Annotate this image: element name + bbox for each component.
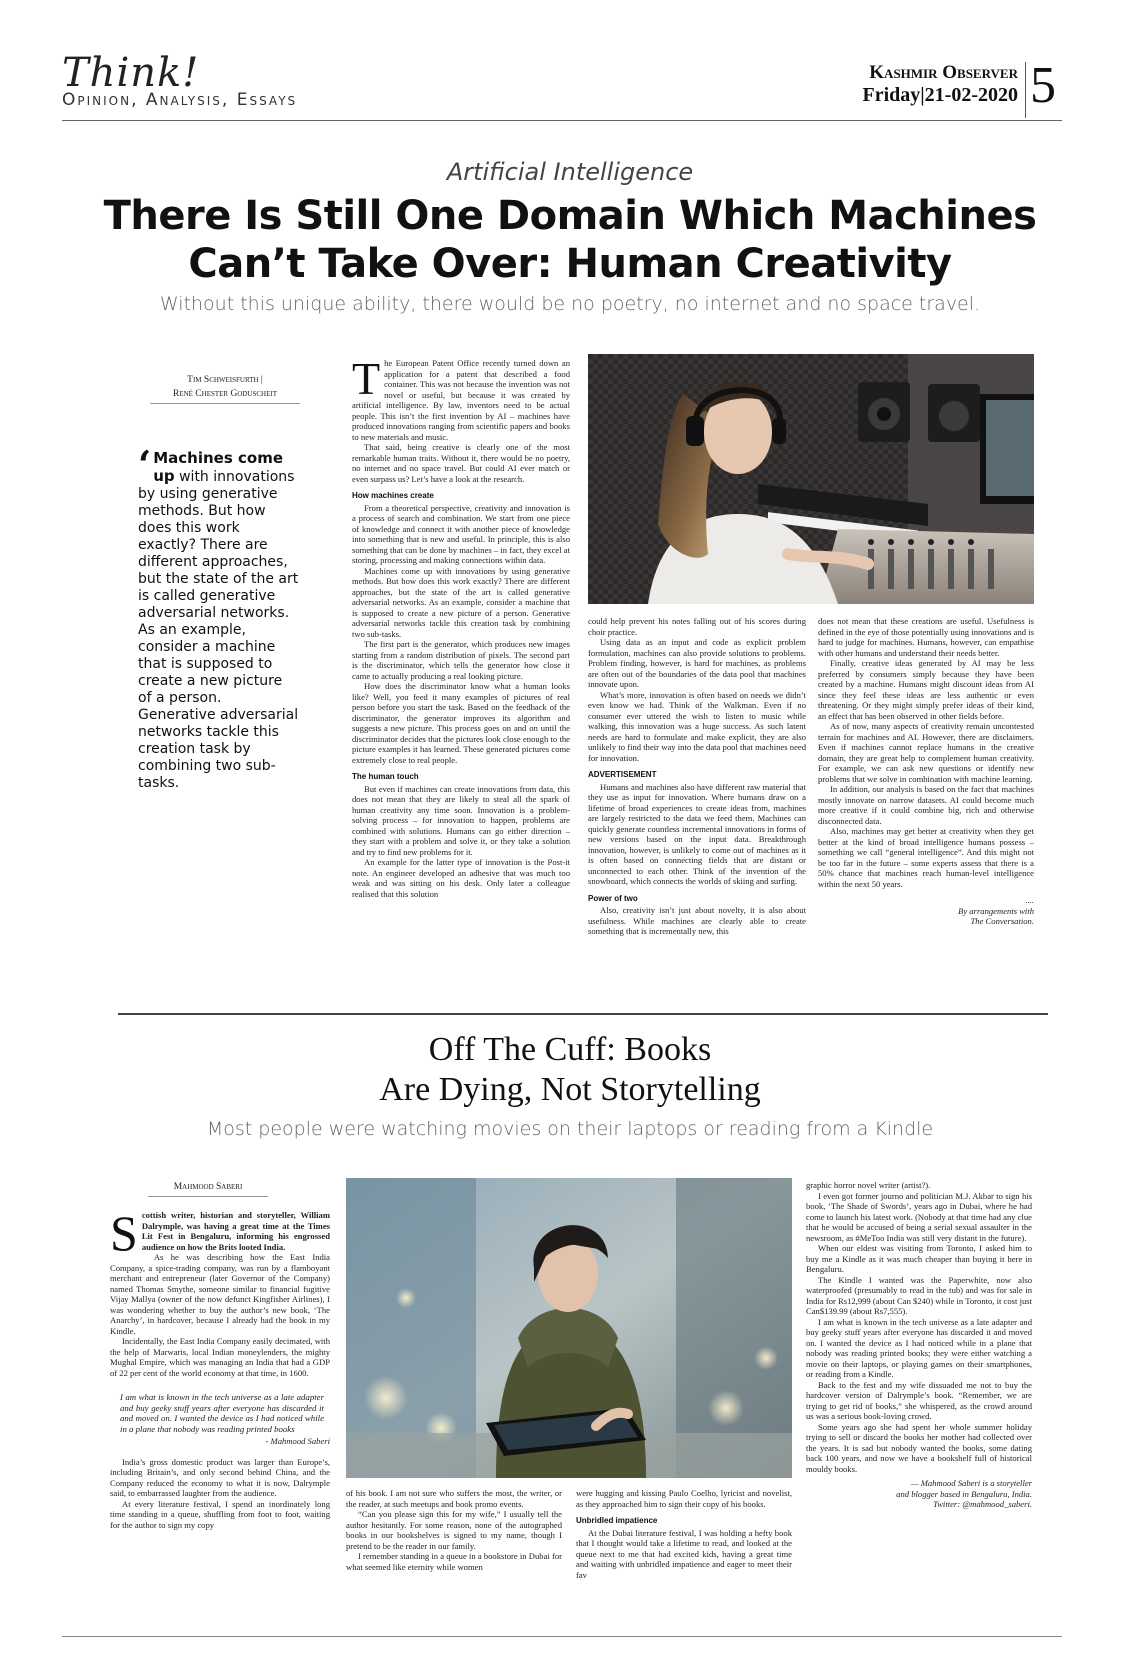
article-column [110,1205,330,1530]
drop-cap: T [352,353,381,404]
credit-line: By arrangements with [958,905,1034,916]
paragraph: How does the discriminator know what a human looks like? Well, you feed it many examples of pictures of real person before you start the task. Based on the feedback of the discriminator, the generator improves its algorithm and suggests a new picture. This process goes on and on until the discriminator decides that the pictures look close enough to the picture examples it has learned. These generated pictures come extremely close to real people. [352,681,570,765]
article-column [352,353,570,899]
subhead: The human touch [352,772,419,781]
paragraph: “Can you please sign this for my wife,” I usually tell the author hesitantly. For some reason, none of the autographed books in our bookshelves is signed to my name, though I pretend to be the reader in our family. [346,1509,562,1551]
issue-date: Friday|21-02-2020 [862,84,1018,106]
paragraph: Also, machines may get better at creativity when they get better at the kind of broad intelligence humans possess – something we call “general intelligence”. And this might not be too far in the future – some experts assess that there is a 50% chance that machines reach human-level intelligence within the next 50 years. [818,826,1034,889]
page-number: 5 [1030,57,1056,114]
paragraph: At every literature festival, I spend an inordinately long time standing in a queue, shuffling from foot to foot, waiting for the author to sign my copy [110,1498,330,1530]
article-column [588,616,806,937]
paragraph: An example for the latter type of innovation is the Post-it note. An engineer developed an adhesive that was much too weak and was sitting on his desk. Only later a colleague realised that this solution [352,857,570,899]
paragraph: Scottish writer, historian and storyteller, William Dalrymple, was having a great time at the Times Lit Fest in Bengaluru, informing his engrossed audience on how the Brits looted India. [110,1205,330,1261]
paper-masthead [760,62,1018,107]
byline-rule [148,1196,268,1197]
paragraph: The first part is the generator, which produces new images starting from a random distribution of pixels. The second part is the discriminator, which tells the generator how close it came to actually producing a real looking picture. [352,639,570,681]
headline-line: There Is Still One Domain Which Machines [103,193,1037,239]
credit-line: The Conversation. [970,916,1034,926]
paragraph: But even if machines can create innovations from data, this does not mean that they are likely to steal all the spark of human creativity any time soon. Innovation is a problem-solving process – for innovation to happen, problems are combined with solutions. Humans can go either direction – they start with a problem and solve it, or they take a solution and try to find new problems for it. [352,783,570,857]
paragraph: I am what is known in the tech universe as a late adapter and buy geeky stuff years after everyone has discarded it and moved on. I wanted the device as I had noticed while in a plane that nobody was reading printed books; they were either watching a movie on their laptops, or playing games on their smartphones, or reading from a Kindle. [806,1316,1032,1379]
footer-rule [62,1636,1062,1637]
paragraph: That said, being creative is clearly one of the most remarkable human traits. Without it, there would be no poetry, no internet and no space travel. But could AI ever match or even surpass us? Let’s have a look at the research. [352,442,570,484]
article-headline [0,1030,1140,1110]
tablet-illustration [346,1178,792,1478]
paragraph: graphic horror novel writer (artist?). [806,1180,931,1190]
paragraph: As of now, many aspects of creativity remain uncontested terrain for machines and AI. However, there are disclaimers. Even if machines cannot replace humans in the creative domain, they are great help to complement human creativity. For example, we can ask new questions or identify new problems that we solve in combination with machine learning. [818,721,1034,784]
studio-illustration [588,354,1034,604]
quote-mark: ‘ [138,442,152,487]
pull-quote-lead: Machines come up [153,449,283,485]
pull-quote [138,442,300,792]
article-column [806,1180,1032,1510]
headline-line: Off The Cuff: Books [428,1031,712,1068]
article-column [576,1488,792,1580]
paragraph: Incidentally, the East India Company easily decimated, with the help of Marwaris, local Indian moneylenders, the mighty Mughal Empire, which was managing an India that had a GDP of 22 per cent of the world economy at that time, in 1600. [110,1336,330,1378]
byline-author: Tim Schweisfurth | [187,375,263,385]
drop-cap: S [110,1205,138,1261]
paragraph: I even got former journo and politician M.J. Akbar to sign his book, ‘The Shade of Swords’, years ago in Dubai, where he had come to launch his latest work. (Nobody at that time had any clue that he would be accused of being a serial sexual assaulter in the newsroom, as #MeToo India was still very distant in the future). [806,1190,1033,1243]
subhead: Power of two [588,893,638,903]
paragraph: When our eldest was visiting from Toronto, I asked him to buy me a Kindle as it was much cheaper than buying it here in Bengaluru. [806,1243,1032,1274]
paragraph: Using data as an input and code as explicit problem formulation, machines can also provide solutions to problems. Problem finding, however, is hard for machines, as problems are often out of the boundaries of the data pool that machines innovate upon. [588,637,806,689]
paragraph: were hugging and kissing Paulo Coelho, lyricist and novelist, as they approached him to sign their copy of his books. [576,1488,792,1509]
author-bio: and blogger based in Bengaluru, India. [896,1488,1032,1499]
headline-line: Are Dying, Not Storytelling [379,1071,761,1108]
tablet-photo [346,1178,792,1478]
quote-attribution: - Mahmood Saberi [265,1436,330,1446]
paragraph: At the Dubai literature festival, I was holding a hefty book that I thought would take a lifetime to read, and looked at the queue next to me that had excited kids, having a great time and waiting with unbridled impatience and eager to meet their fav [576,1527,792,1580]
subhead: How machines create [352,491,434,500]
paragraph: Also, creativity isn’t just about novelty, it is also about usefulness. While machines are clearly able to create something that is incrementally new, this [588,905,806,936]
paragraph: The Kindle I wanted was the Paperwhite, now also waterproofed (presumably to read in the tub) and was for sale in India for Rs12,999 (about Can $240) while in Toronto, it cost just Can$139.99 (about Rs7,555). [806,1274,1032,1316]
byline-author: René Chester Goduscheit [172,389,277,399]
paragraph: What’s more, innovation is often based on needs we didn’t even know we had. Think of the Walkman. Even if no consumer ever uttered the wish to listen to music while walking, this innovation was a huge success. As such latent needs are hard to formulate and make explicit, they are also unlikely to find their way into the data pool that machines need for innovation. [588,689,806,763]
article-deck: Without this unique ability, there would be no poetry, no internet and no space travel. [159,293,981,315]
article-column [818,616,1034,927]
paragraph: Back to the fest and my wife dissuaded me not to buy the hardcover version of Dalrymple’s book. “Remember, we are trying to get rid of books,” she whispered, as the crowd around us was a serious book-loving crowd. [806,1379,1032,1421]
subhead: Unbridled impatience [576,1516,658,1525]
byline-rule [150,403,300,404]
page-number-divider [1025,62,1026,118]
headline-line: Can’t Take Over: Human Creativity [188,241,952,287]
paragraph: Machines come up with innovations by using generative methods. But how does this work exactly? There are different approaches, but the state of the art is called generative adversarial networks. As an example, consider a machine that is supposed to create a new picture of a person. Generative adversarial networks tackle this creation task by combining two sub-tasks. [352,565,570,639]
studio-photo [588,354,1034,604]
article-divider [118,1013,1048,1015]
paragraph: Some years ago she had spent her whole summer holiday trying to sell or discard the books her mother had collected over the years. It is sad but nobody wanted the books, some dating back 100 years, and now we have a bookshelf full of historical mouldy books. [806,1421,1032,1474]
paper-name: Kashmir Observer [869,62,1018,83]
header-rule [62,120,1062,121]
section-masthead [62,50,297,110]
paragraph: Finally, creative ideas generated by AI may be less preferred by consumers simply because they have been created by a machine. Humans might discount ideas from AI since they feel these ideas are less authentic or even threatening. Or they might simply prefer ideas of their kind, an effect that has been observed in other fields before. [818,658,1034,721]
article-byline [150,373,300,401]
pull-quote-text: with innovations by using generative methods. But how does this work exactly? There are different approaches, but the state of the art is called generative adversarial networks. As an example, consider a machine that is supposed to create a new picture of a person. Generative adversarial networks tackle this creation task by combining two sub-tasks. [138,469,299,791]
paragraph: Humans and machines also have different raw material that they use as input for innovation. Where humans draw on a lifetime of broad experiences to create ideas from, machines are largely restricted to the data we feed them. Machines can quickly generate countless incremental innovations in forms of new versions based on the input data. Breakthrough innovation, however, is unlikely to come out of machines as it is often based on connecting fields that are distant or unconnected to each other. Think of the invention of the snowboard, which connects the worlds of skiing and surfing. [588,781,806,886]
paragraph: The European Patent Office recently turned down an application for a patent that described a food container. This was not because the invention was not novel or useful, but because it was created by artificial intelligence. By law, inventors need to be actual people. This isn’t the first invention by AI – machines have produced innovations ranging from scientific papers and books to new materials and music. [352,353,570,442]
subhead: ADVERTISEMENT [588,770,657,779]
paragraph: India’s gross domestic product was larger than Europe’s, including Britain’s, and only second behind China, and the Company reduced the economy to what it is now, Dalrymple said, to embarrassed laughter from the audience. [110,1456,330,1498]
author-bio: — Mahmood Saberi is a storyteller [910,1478,1032,1488]
paragraph: does not mean that these creations are useful. Usefulness is defined in the eye of those potentially using innovations and is hard to judge for machines. Humans, however, can empathise with other humans and understand their needs better. [818,616,1034,658]
section-title: Think! [62,50,200,96]
paragraph: As he was describing how the East India Company, a spice-trading company, was run by a flamboyant merchant and entrepreneur (later Governor of the Company) named Thomas Smythe, someone similar to financial fugitive Vijay Mallya (owner of the now defunct Kingfisher Airlines), I was wondering whether to buy the author’s new book, ‘The Anarchy’, in hardcover, because I already had the book in my Kindle. [110,1252,330,1336]
end-dots: .... [1025,895,1034,905]
paragraph: could help prevent his notes falling out of his scores during choir practice. [588,616,806,637]
paragraph: I remember standing in a queue in a bookstore in Dubai for what seemed like eternity while women [346,1551,562,1572]
article-deck: Most people were watching movies on their laptops or reading from a Kindle [206,1118,934,1140]
inline-quote: I am what is known in the tech universe as a late adapter and buy geeky stuff years after everyone has discarded it and moved on. I wanted the device as I had noticed while in a plane that nobody was reading printed books [120,1392,324,1434]
article-headline [0,192,1140,288]
section-tagline: Opinion, Analysis, Essays [62,90,298,110]
paragraph: In addition, our analysis is based on the fact that machines mostly innovate on narrow datasets. AI could become much more creative if it could combine big, rich and otherwise disconnected data. [818,784,1034,826]
author-twitter: Twitter: @mahmood_saberi. [933,1499,1032,1509]
paragraph: of his book. I am not sure who suffers the most, the writer, or the reader, at such meetups and book promo events. [346,1488,562,1509]
article-kicker: Artificial Intelligence [446,158,694,186]
paragraph: From a theoretical perspective, creativity and innovation is a process of search and combination. We start from one piece of knowledge and connect it with another piece of knowledge into something that is new and useful. In principle, this is also something that can be done by machines – in fact, they excel at storing, processing and making connections within data. [352,502,570,565]
article-byline: Mahmood Saberi [173,1182,243,1192]
article-column [346,1488,562,1572]
